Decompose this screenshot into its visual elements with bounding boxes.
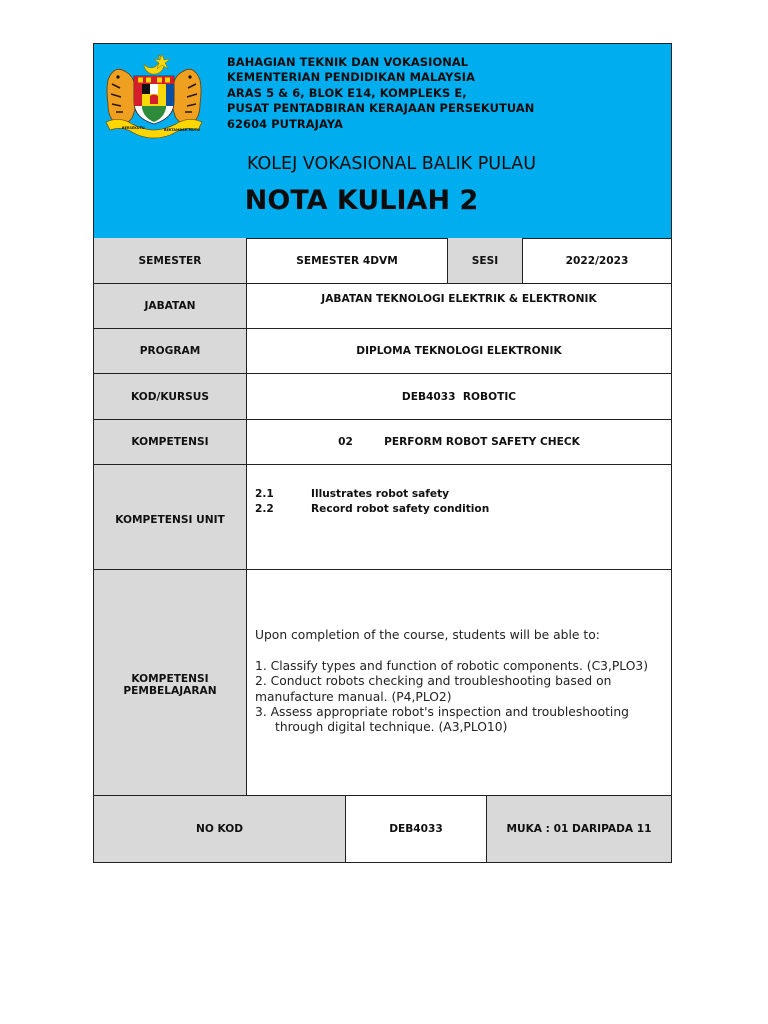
unit-item (255, 487, 489, 502)
kod-kursus-row (94, 374, 671, 420)
learning-outcome-2-cont: manufacture manual. (P4,PLO2) (255, 689, 452, 704)
sesi-value: 2022/2023 (565, 254, 629, 267)
kompetensi-value (247, 420, 671, 464)
address-line: 62604 PUTRAJAYA (227, 116, 343, 131)
unit-number: 2.1 (255, 488, 274, 500)
lecture-note-cover (93, 43, 672, 863)
learning-intro: Upon completion of the course, students will be able to: (255, 628, 600, 642)
crest-scroll-right-text: BERTAMBAH MUTU (164, 128, 200, 132)
kompetensi-unit-row (94, 465, 671, 570)
kompetensi-row (94, 420, 671, 465)
kompetensi-unit-list (247, 465, 671, 569)
jabatan-label: JABATAN (94, 284, 247, 328)
page-count: MUKA : 01 DARIPADA 11 (487, 796, 671, 862)
pembelajaran-label-line-1: KOMPETENSI (131, 672, 209, 685)
learning-outcome-3-cont: through digital technique. (A3,PLO10) (275, 720, 508, 735)
semester-row (94, 238, 671, 284)
kompetensi-number: 02 (338, 436, 353, 448)
no-kod-label: NO KOD (94, 796, 346, 862)
jabatan-value: JABATAN TEKNOLOGI ELEKTRIK & ELEKTRONIK (321, 293, 597, 305)
footer-row (94, 796, 671, 862)
address-line: PUSAT PENTADBIRAN KERAJAAN PERSEKUTUAN (227, 101, 535, 116)
address-line: KEMENTERIAN PENDIDIKAN MALAYSIA (227, 70, 476, 85)
kompetensi-text: PERFORM ROBOT SAFETY CHECK (384, 436, 580, 448)
learning-outcome-1: 1. Classify types and function of robotic components. (C3,PLO3) (255, 658, 649, 673)
unit-text: Record robot safety condition (311, 503, 490, 515)
ministry-address (227, 55, 534, 132)
kompetensi-pembelajaran-label (94, 570, 247, 795)
kod-kursus-value: DEB4033 ROBOTIC (401, 390, 517, 403)
kompetensi-pembelajaran-row (94, 570, 671, 796)
learning-outcome-2: 2. Conduct robots checking and troubleshooting based on (255, 674, 612, 689)
address-line: BAHAGIAN TEKNIK DAN VOKASIONAL (227, 55, 469, 69)
header-banner (94, 44, 671, 239)
college-name: KOLEJ VOKASIONAL BALIK PULAU (246, 154, 537, 174)
unit-item (255, 502, 489, 517)
kompetensi-unit-label: KOMPETENSI UNIT (94, 465, 247, 569)
program-value: DIPLOMA TEKNOLOGI ELEKTRONIK (356, 345, 562, 357)
semester-value: SEMESTER 4DVM (247, 238, 448, 283)
program-row (94, 329, 671, 374)
semester-label: SEMESTER (94, 238, 247, 283)
kompetensi-label: KOMPETENSI (94, 420, 247, 464)
jabatan-row (94, 284, 671, 329)
malaysia-coat-of-arms-icon (100, 50, 208, 140)
unit-text: Illustrates robot safety (311, 488, 450, 500)
address-line: ARAS 5 & 6, BLOK E14, KOMPLEKS E, (227, 85, 467, 100)
learning-outcomes (255, 628, 665, 736)
learning-outcome-3: 3. Assess appropriate robot's inspection and troubleshooting (255, 705, 629, 720)
pembelajaran-label-line-2: PEMBELAJARAN (123, 684, 217, 697)
crest-scroll-left-text: BERSEKUTU (122, 126, 145, 130)
unit-number: 2.2 (255, 503, 274, 515)
sesi-label: SESI (448, 238, 523, 283)
no-kod-value: DEB4033 (346, 796, 487, 862)
kod-kursus-label: KOD/KURSUS (94, 374, 247, 419)
program-label: PROGRAM (94, 329, 247, 373)
document-title: NOTA KULIAH 2 (244, 185, 479, 216)
